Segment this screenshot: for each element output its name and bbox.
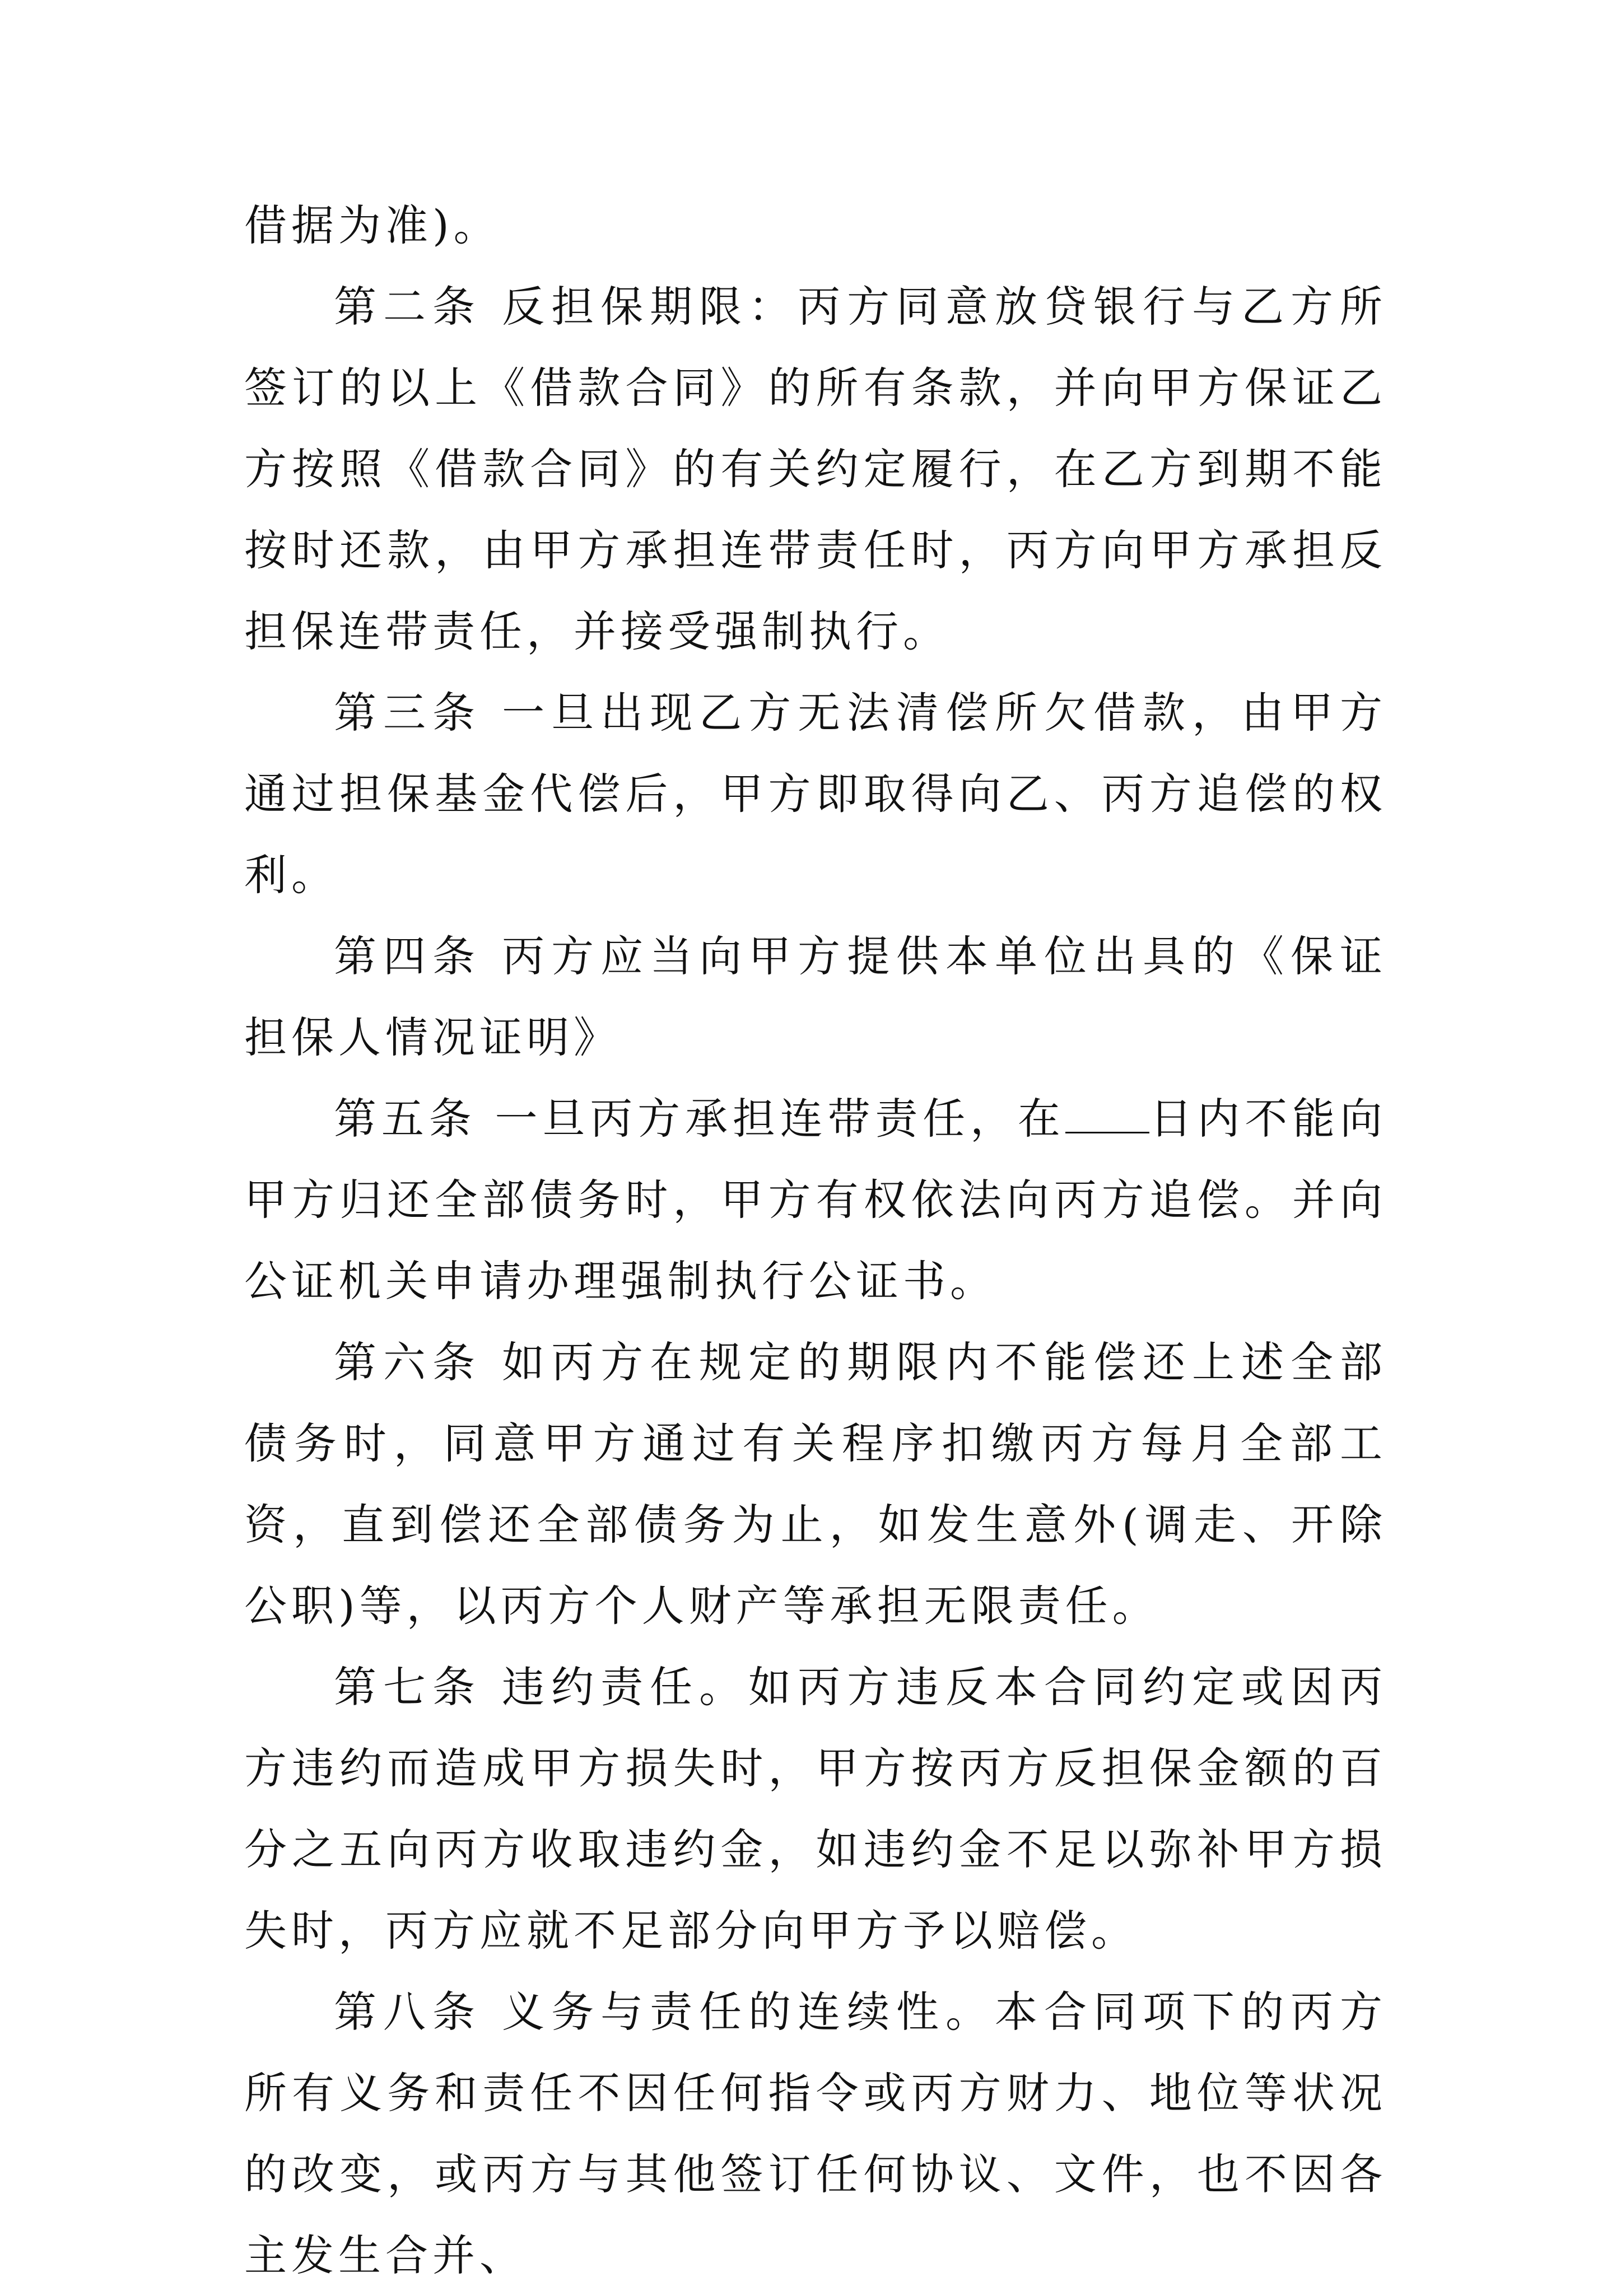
paragraph-article-2: 第二条 反担保期限：丙方同意放贷银行与乙方所签订的以上《借款合同》的所有条款，并向甲方保证乙方按照《借款合同》的有关约定履行，在乙方到期不能按时还款，由甲方承担连带责任时，丙方向甲方承担反担保连带责任，并接受强制执行。 <box>244 282 1387 656</box>
fill-in-blank <box>1065 1093 1149 1133</box>
paragraph-article-7: 第七条 违约责任。如丙方违反本合同约定或因丙方违约而造成甲方损失时，甲方按丙方反担保金额的百分之五向丙方收取违约金，如违约金不足以弥补甲方损失时，丙方应就不足部分向甲方予以赔偿。 <box>244 1662 1387 1956</box>
article-5-text-before-blank: 第五条 一旦丙方承担连带责任，在 <box>334 1094 1065 1144</box>
paragraph-article-4: 第四条 丙方应当向甲方提供本单位出具的《保证担保人情况证明》 <box>244 931 1387 1062</box>
article-5-text-after-blank: 日内不能向甲方归还全部债务时，甲方有权依法向丙方追偿。并向公证机关申请办理强制执行公证书。 <box>244 1094 1387 1306</box>
document-body <box>244 185 1387 2296</box>
paragraph-article-6: 第六条 如丙方在规定的期限内不能偿还上述全部债务时，同意甲方通过有关程序扣缴丙方每月全部工资，直到偿还全部债务为止，如发生意外(调走、开除公职)等，以丙方个人财产等承担无限责任。 <box>244 1337 1387 1631</box>
paragraph-article-3: 第三条 一旦出现乙方无法清偿所欠借款，由甲方通过担保基金代偿后，甲方即取得向乙、丙方追偿的权利。 <box>244 688 1387 900</box>
paragraph-continuation: 借据为准)。 <box>244 200 501 250</box>
paragraph-article-5 <box>244 1078 1387 1322</box>
paragraph-article-8: 第八条 义务与责任的连续性。本合同项下的丙方所有义务和责任不因任何指令或丙方财力、地位等状况的改变，或丙方与其他签订任何协议、文件，也不因各主发生合并、 <box>244 1987 1387 2280</box>
